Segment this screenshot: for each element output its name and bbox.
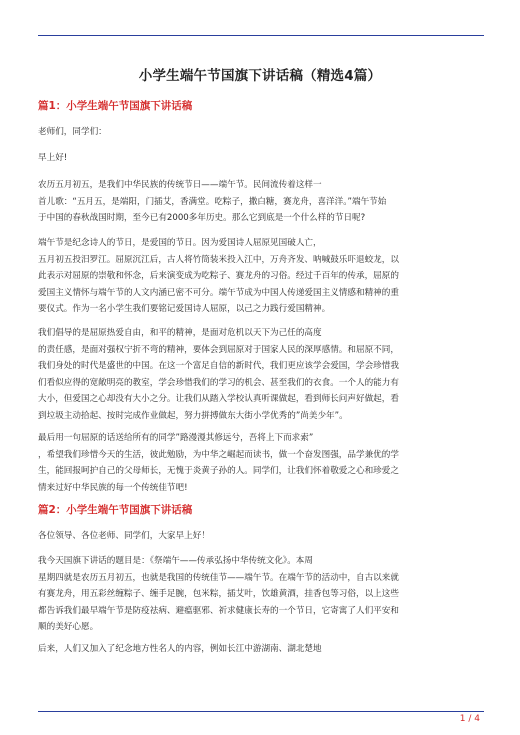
paragraph-body: 端午节是纪念诗人的节日，是爱国的节日。因为爱国诗人屈原见国破人亡， 五月初五投汨罗江。屈原沉江后，古人将竹筒装米投入江中，万舟齐发、呐喊鼓乐吓退蛟龙，以 此表示对屈原的崇敬和怀念，后来演变成为吃粽子、赛龙舟的习俗。经过千百年的传承，屈原的 爱国主义情怀与端午节的人文内涵已密不可分。端午节成为中国人传递爱国主义情感和精神的重 要仪式。作为一名小学生我们要铭记爱国诗人屈原，以己之力践行爱国精神。 xyxy=(38,238,399,315)
page-number: 1 / 4 xyxy=(459,714,480,724)
footer-rule xyxy=(38,711,484,712)
paragraph-body: 我们倡导的是屈原热爱自由，和平的精神，是面对危机以天下为己任的高度 的责任感，是面对强权宁折不弯的精神，要体会到屈原对于国家人民的深厚感情。和屈原不同， 我们身处的时代是盛世的中国。在这一个富足自信的新时代，我们更应该学会爱国，学会珍惜我 们看似应得的宽敞明亮的教室，学会珍惜我们的学习的机会、甚至我们的衣食。一个人的能力有 大小，但爱国之心却没有大小之分。让我们从踏入学校认真听课做起，看到师长问声好做起，看 到垃圾主动拾起、按时完成作业做起，努力拼搏做东大街小学优秀的”尚美少年”。 xyxy=(38,328,399,421)
document-title: 小学生端午节国旗下讲话稿（精选4篇） xyxy=(138,68,382,84)
paragraph-body: 我今天国旗下讲话的题目是：《祭端午——传承弘扬中华传统文化》。本周 星期四就是农历五月初五，也就是我国的传统佳节——端午节。在端午节的活动中，自古以来就 有赛龙舟，用五彩丝缠粽子、缠手足腕，包米粽，插艾叶，饮雄黄酒，挂香包等习俗，以上这些 都告诉我们最早端午节是防疫祛病、避瘟驱邪、祈求健康长寿的一个节日，它寄寓了人们平安和 顺的美好心愿。 xyxy=(38,556,399,633)
section-heading-1: 篇1：小学生端午节国旗下讲话稿 xyxy=(38,100,193,112)
paragraph-body: 农历五月初五，是我们中华民族的传统节日——端午节。民间流传着这样一 首儿歌：“五月五，是端阳，门插艾，香满堂。吃粽子，撒白糖，赛龙舟，喜洋洋。”端午节始 于中国的春秋战国时期，至今已有2000多年历史。那么它到底是一个什么样的节日呢? xyxy=(38,180,387,224)
header-rule xyxy=(38,35,484,36)
paragraph-greeting: 早上好! xyxy=(38,153,68,163)
paragraph-body: 后来，人们又加入了纪念地方性名人的内容，例如长江中游湖南、湖北楚地 xyxy=(38,644,322,654)
paragraph-body: 最后用一句屈原的话送给所有的同学”路漫漫其修远兮，吾将上下而求索” ，希望我们珍惜今天的生活，彼此勉励，为中华之崛起而读书，做一个奋发图强，品学兼优的学 生，能回报呵护自己的父母师长，无愧于炎黄子孙的人。同学们，让我们怀着敬爱之心和珍爱之 情来过好中华民族的每一个传统佳节吧! xyxy=(38,433,399,493)
section-heading-2: 篇2：小学生端午节国旗下讲话稿 xyxy=(38,504,193,516)
paragraph-salutation: 老师们，同学们： xyxy=(38,127,107,137)
paragraph-greeting: 各位领导、各位老师、同学们，大家早上好！ xyxy=(38,531,210,541)
